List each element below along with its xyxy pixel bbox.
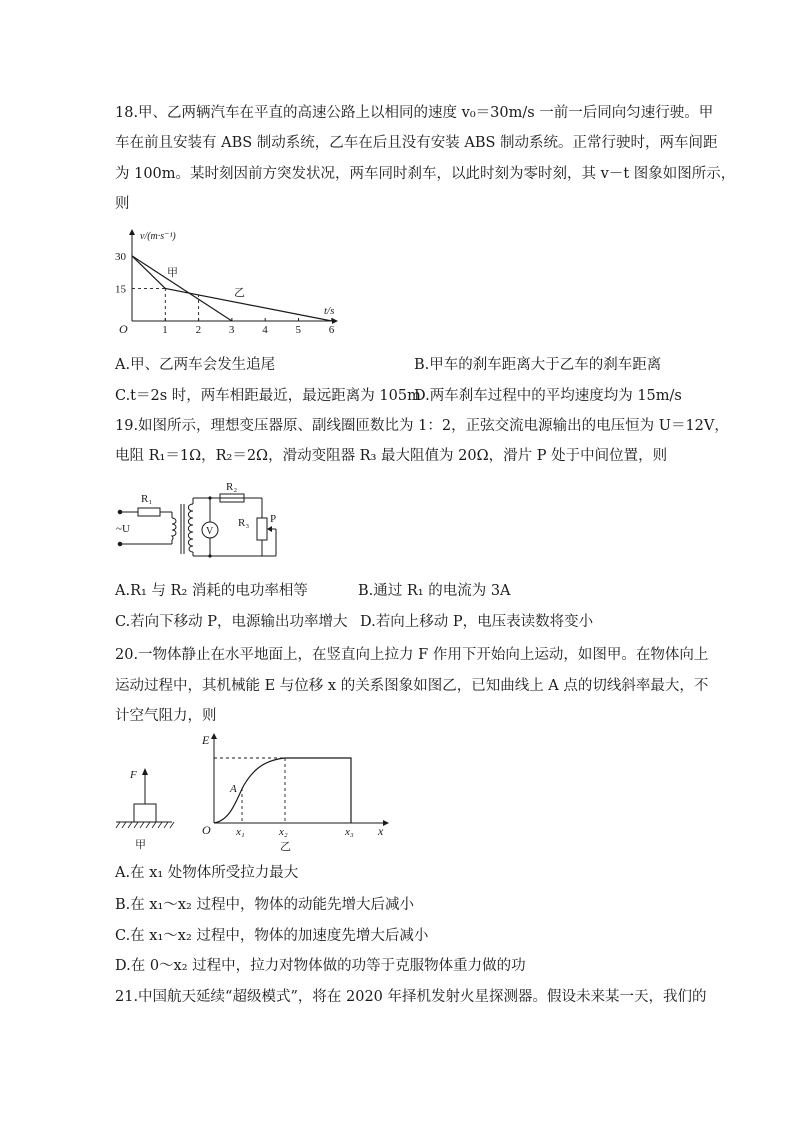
label-x1: x₁ — [236, 826, 245, 838]
label-r1: R₁ — [141, 493, 153, 505]
vt-series-line-yi — [132, 256, 335, 321]
vt-origin-label: O — [119, 322, 128, 336]
q18-line-4: 则 — [115, 196, 130, 212]
caption-yi: 乙 — [280, 841, 291, 853]
q19-option-b: B.通过 R₁ 的电流为 3A — [358, 583, 511, 599]
label-x2: x₂ — [279, 826, 288, 838]
vt-x-label: t/s — [324, 305, 335, 317]
q18-option-b: B.甲车的刹车距离大于乙车的刹车距离 — [414, 357, 662, 373]
q20-option-b: B.在 x₁～x₂ 过程中，物体的动能先增大后减小 — [115, 897, 414, 913]
vt-series-label-yi: 乙 — [234, 287, 245, 299]
label-x3: x₃ — [345, 826, 354, 838]
q19-line-1: 19.如图所示，理想变压器原、副线圈匝数比为 1：2，正弦交流电源输出的电压恒为 U＝12V， — [115, 418, 729, 434]
vt-x-tick-label: 3 — [228, 324, 235, 336]
label-voltmeter: V — [206, 526, 214, 537]
secondary-coil — [188, 504, 193, 552]
vt-series-label-jia: 甲 — [167, 267, 178, 279]
caption-jia: 甲 — [135, 839, 146, 851]
label-origin: O — [202, 823, 211, 837]
label-source: ~U — [116, 523, 130, 535]
label-e: E — [202, 733, 210, 747]
q19-option-c: C.若向下移动 P，电源输出功率增大 — [115, 614, 348, 630]
vt-y-label: v/(m·s⁻¹) — [140, 231, 176, 242]
q19-line-2: 电阻 R₁＝1Ω，R₂＝2Ω，滑动变阻器 R₃ 最大阻值为 20Ω，滑片 P 处于中间位置，则 — [115, 448, 668, 464]
vt-chart — [112, 226, 342, 340]
q18-line-2: 车在前且安装有 ABS 制动系统，乙车在后且没有安装 ABS 制动系统。正常行驶时，两车间距 — [115, 135, 718, 151]
q18-line-3: 为 100m。某时刻因前方突发状况，两车同时刹车，以此时刻为零时刻，其 v－t 图象如图所示， — [115, 166, 736, 182]
q18-option-a: A.甲、乙两车会发生追尾 — [115, 357, 276, 373]
vt-x-tick-label: 4 — [262, 324, 268, 336]
vt-x-tick-label: 5 — [295, 324, 301, 336]
vt-y-tick-label: 30 — [115, 250, 126, 263]
q18-option-d: D.两车刹车过程中的平均速度均为 15m/s — [414, 388, 682, 404]
resistor-r3 — [257, 518, 267, 540]
q19-option-a: A.R₁ 与 R₂ 消耗的电功率相等 — [115, 583, 308, 599]
label-r3: R₃ — [238, 517, 250, 529]
label-p: P — [270, 513, 277, 525]
q20-line-3: 计空气阻力，则 — [115, 708, 217, 724]
label-point-a: A — [230, 783, 237, 795]
q20-line-2: 运动过程中，其机械能 E 与位移 x 的关系图象如图乙，已知曲线上 A 点的切线斜率最大，不 — [115, 678, 709, 694]
vt-x-tick-label: 6 — [328, 324, 335, 336]
q18-option-c: C.t＝2s 时，两车相距最近，最远距离为 105m — [115, 388, 421, 404]
q21-line-1: 21.中国航天延续“超级模式”，将在 2020 年择机发射火星探测器。假设未来某一天，我们的 — [115, 989, 707, 1005]
transformer-circuit — [112, 478, 282, 560]
vt-y-tick-label: 15 — [115, 283, 126, 296]
q19-option-d: D.若向上移动 P，电压表读数将变小 — [360, 614, 594, 630]
q20-option-d: D.在 0～x₂ 过程中，拉力对物体做的功等于克服物体重力做的功 — [115, 958, 526, 974]
q20-option-a: A.在 x₁ 处物体所受拉力最大 — [115, 865, 299, 881]
q20-option-c: C.在 x₁～x₂ 过程中，物体的加速度先增大后减小 — [115, 928, 429, 944]
primary-coil — [172, 518, 176, 540]
figure-jia — [112, 760, 180, 852]
vt-x-tick-label: 1 — [162, 324, 168, 336]
label-x: x — [378, 824, 384, 838]
resistor-r1 — [138, 508, 160, 516]
label-force: F — [130, 769, 137, 781]
vt-x-tick-label: 2 — [195, 324, 202, 336]
label-r2: R₂ — [226, 481, 238, 493]
block — [134, 804, 156, 822]
figure-yi — [196, 730, 396, 856]
q18-line-1: 18.甲、乙两辆汽车在平直的高速公路上以相同的速度 v₀＝30m/s 一前一后同向匀速行驶。甲 — [115, 105, 714, 121]
slider-arrow — [267, 526, 272, 532]
q20-line-1: 20.一物体静止在水平地面上，在竖直向上拉力 F 作用下开始向上运动，如图甲。在物体向上 — [115, 647, 709, 663]
